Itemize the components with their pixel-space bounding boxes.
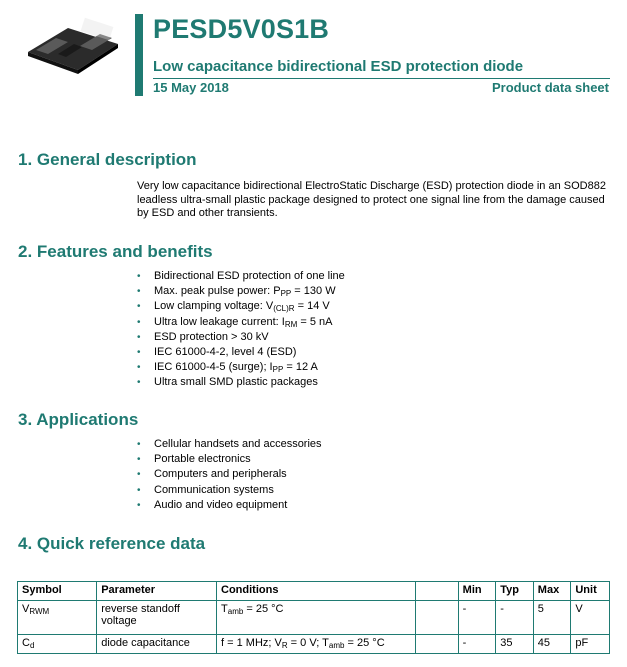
section-heading-general: 1. General description bbox=[18, 150, 197, 169]
table-header-row bbox=[18, 582, 610, 601]
col-header-symbol: Symbol bbox=[18, 582, 97, 601]
feature-item: • IEC 61000-4-5 (surge); $I_{PP} = 12$ A bbox=[137, 360, 345, 375]
col-header-max: Max bbox=[533, 582, 571, 601]
cell-typ: - bbox=[496, 601, 534, 635]
application-item: • Cellular handsets and accessories bbox=[137, 437, 322, 452]
general-description-text: Very low capacitance bidirectional ElectroStatic Discharge (ESD) protection diode in an SOD882 leadless ultra-small plastic package designed to protect one signal line from the damage caused by ESD and other transients. bbox=[137, 180, 606, 219]
part-number-title: PESD5V0S1B bbox=[153, 14, 330, 44]
section-heading-applications: 3. Applications bbox=[18, 410, 139, 429]
header-accent-bar bbox=[135, 14, 143, 96]
document-date: 15 May 2018 bbox=[153, 80, 229, 95]
package-chip-image bbox=[22, 14, 122, 76]
quick-reference-table bbox=[17, 581, 610, 654]
cell-symbol: $V_{RWM}$ bbox=[18, 601, 97, 635]
cell-typ: 35 bbox=[496, 635, 534, 654]
cell-conditions: $T_{amb} = 25$ °C bbox=[217, 601, 416, 635]
header-divider bbox=[153, 78, 610, 79]
table-row bbox=[18, 635, 610, 654]
col-header-conditions: Conditions bbox=[217, 582, 416, 601]
table-row bbox=[18, 601, 610, 635]
col-header-blank bbox=[416, 582, 459, 601]
application-item: • Audio and video equipment bbox=[137, 498, 322, 513]
section-heading-features: 2. Features and benefits bbox=[18, 242, 213, 261]
feature-item: • Low clamping voltage: $V_{(CL)R} = 14$ V bbox=[137, 299, 345, 314]
feature-item: • Max. peak pulse power: $P_{PP} = 130$ W bbox=[137, 284, 345, 299]
col-header-typ: Typ bbox=[496, 582, 534, 601]
application-item: • Computers and peripherals bbox=[137, 467, 322, 482]
cell-unit: pF bbox=[571, 635, 610, 654]
feature-item: • ESD protection > 30 kV bbox=[137, 330, 345, 345]
applications-list bbox=[137, 437, 322, 513]
cell-symbol: $C_d$ bbox=[18, 635, 97, 654]
cell-conditions: f = 1 MHz; $V_R = 0$ V; $T_{amb} = 25$ °C bbox=[217, 635, 416, 654]
cell-min: - bbox=[458, 601, 496, 635]
col-header-unit: Unit bbox=[571, 582, 610, 601]
cell-unit: V bbox=[571, 601, 610, 635]
cell-blank bbox=[416, 635, 459, 654]
feature-item: • Bidirectional ESD protection of one line bbox=[137, 269, 345, 284]
cell-parameter: diode capacitance bbox=[97, 635, 217, 654]
feature-item: • Ultra small SMD plastic packages bbox=[137, 375, 345, 390]
document-type: Product data sheet bbox=[491, 80, 609, 95]
cell-parameter: reverse standoff voltage bbox=[97, 601, 217, 635]
document-subtitle: Low capacitance bidirectional ESD protection diode bbox=[153, 58, 524, 75]
section-heading-qrd: 4. Quick reference data bbox=[18, 534, 206, 553]
application-item: • Communication systems bbox=[137, 483, 322, 498]
col-header-min: Min bbox=[458, 582, 496, 601]
application-item: • Portable electronics bbox=[137, 452, 322, 467]
cell-max: 45 bbox=[533, 635, 571, 654]
feature-item: • Ultra low leakage current: $I_{RM} = 5$ nA bbox=[137, 315, 345, 330]
cell-max: 5 bbox=[533, 601, 571, 635]
feature-item: • IEC 61000-4-2, level 4 (ESD) bbox=[137, 345, 345, 360]
col-header-parameter: Parameter bbox=[97, 582, 217, 601]
cell-blank bbox=[416, 601, 459, 635]
cell-min: - bbox=[458, 635, 496, 654]
features-list bbox=[137, 269, 345, 391]
